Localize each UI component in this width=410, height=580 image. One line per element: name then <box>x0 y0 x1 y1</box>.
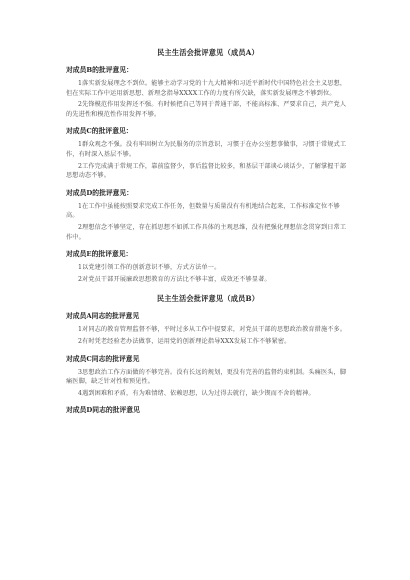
section-heading: 对成员C同志的批评意见 <box>66 354 140 363</box>
doc1-section-2 <box>66 127 350 180</box>
paragraph: 1群众观念不强。没有牢固树立为民服务的宗旨意识，习惯于在办公室想事做事，习惯于常规式工作，有时深入基层不够。 <box>66 141 347 158</box>
paragraph: 3思想政治工作方面做的不够完善。没有长远的规划，更没有完善的监督约束机制。头痛医头，脚痛医脚，缺乏针对性和预见性。 <box>66 368 347 386</box>
paragraph: 1落实新发展理念不到位。能够主动学习党的十九大精神和习近平新时代中国特色社会主义思想，但在实际工作中运用新思想、新理念指导XXXX工作的力度有所欠缺，落实新发展理念不够到位。 <box>66 80 347 97</box>
paragraph: 1对同志的教育管理监督不够，平时过多从工作中提要求，对党员干部的思想政治教育措施不多。 <box>78 326 347 334</box>
paragraph: 1以党建引领工作的创新意识不够，方式方法单一。 <box>78 264 221 272</box>
section-heading: 对成员D的批评意见： <box>66 188 134 197</box>
paragraph: 2有时凭老经验老办法做事，运用党的创新理论指导XXX发展工作不够紧密。 <box>78 337 291 345</box>
paragraph: 2理想信念不够坚定，存在抓思想不如抓工作具体的主观思维，没有把强化理想信念贯穿到日常工作中。 <box>66 223 347 241</box>
doc2-section-2 <box>66 355 350 399</box>
document-title-2: 民主生活会批评意见（成员B） <box>156 294 260 304</box>
document-title-1: 民主生活会批评意见（成员A） <box>157 48 259 57</box>
paragraph: 2先锋模范作用发挥还不强。有时候把自己等同于普通干部，不能高标准、严要求自己，共产党人的先进性和模范性作用发挥不够。 <box>66 101 347 118</box>
section-heading: 对成员E的批评意见： <box>66 250 133 259</box>
section-heading: 对成员C的批评意见： <box>66 127 133 136</box>
section-heading: 对成员D同志的批评意见 <box>66 406 140 415</box>
section-heading: 对成员A同志的批评意见 <box>66 312 140 321</box>
paragraph: 2对党员干部开展廉政思想教育的方法比不够丰富，成效还不够显著。 <box>78 275 271 283</box>
doc1-section-1 <box>66 66 350 119</box>
section-heading: 对成员B的批评意见： <box>66 66 133 74</box>
doc2-section-1 <box>66 312 350 346</box>
doc1-section-3 <box>66 189 350 242</box>
paragraph: 4遇到困难和矛盾，有为难情绪、依赖思想，认为过得去就行，缺少锲而不舍的精神。 <box>78 389 315 397</box>
doc1-section-4 <box>66 250 350 284</box>
doc2-section-3 <box>66 406 350 415</box>
paragraph: 2工作完成满于常规工作，靠前监督少，事后监督比较多，和基层干部谈心谈话少，了解掌握干部思想动态不够。 <box>66 162 347 180</box>
paragraph: 1在工作中虽能按照要求完成工作任务，但数量与质量没有有机地结合起来，工作标准定位不够高。 <box>66 202 340 220</box>
